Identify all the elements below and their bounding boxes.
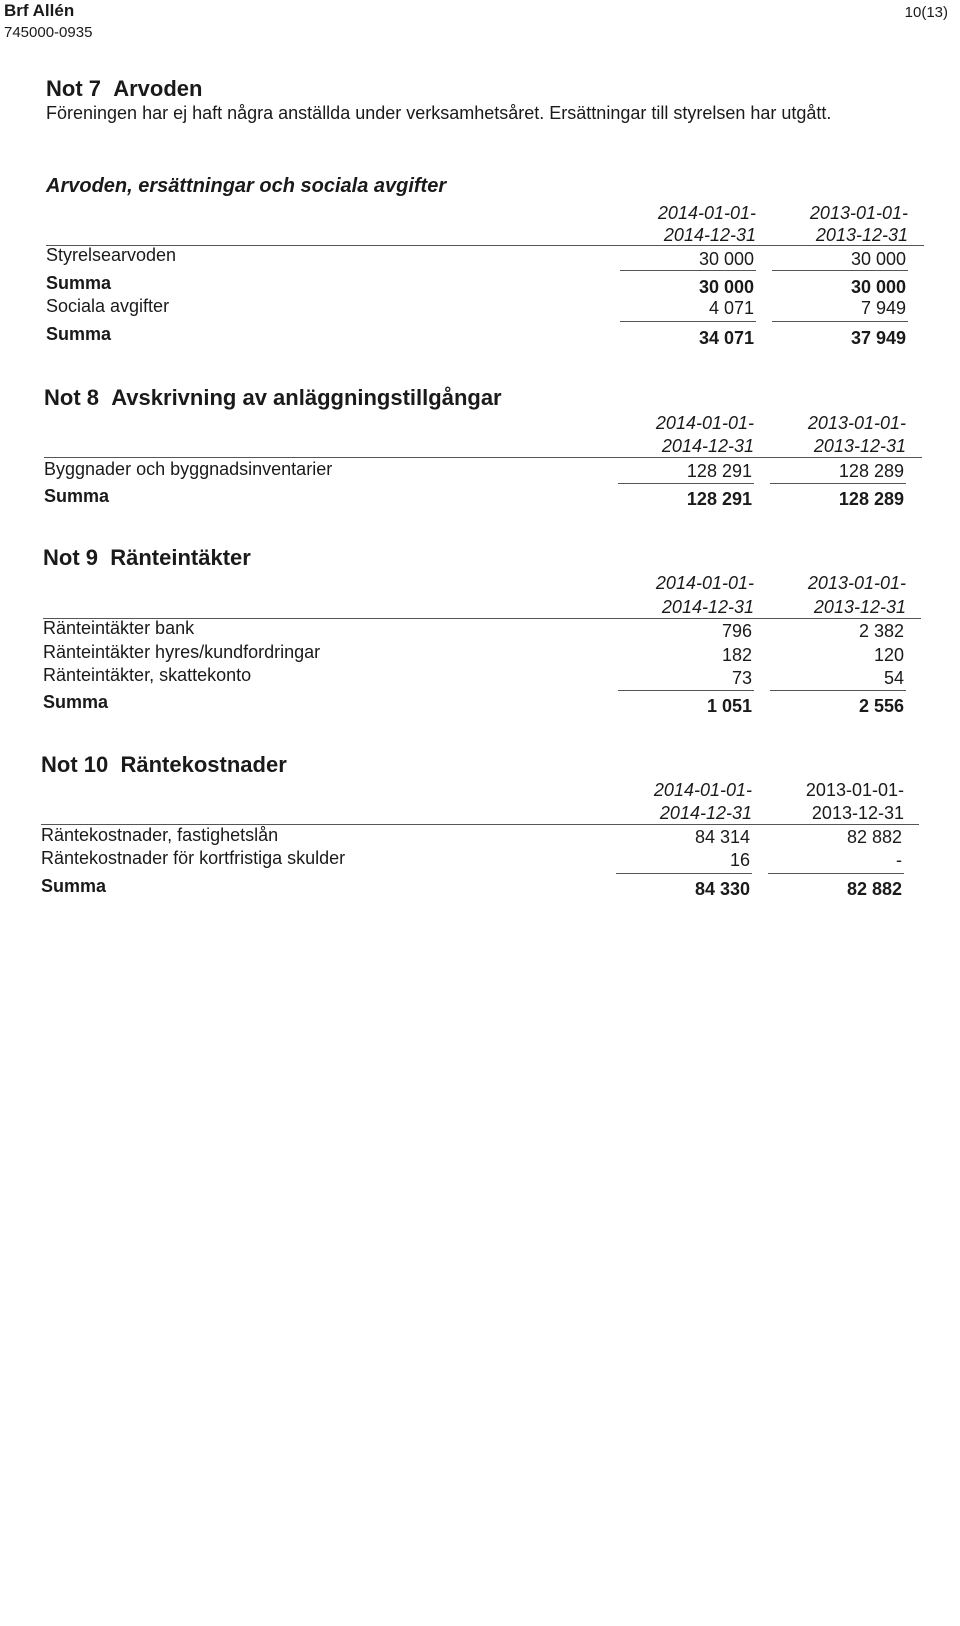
note7-total-rule-2014	[620, 321, 756, 322]
note10-total-rule-2014	[616, 873, 752, 874]
note7-row-2013: 7 949	[860, 298, 906, 318]
note8-col1-head-b: 2014-12-31	[661, 436, 754, 456]
note7-header-rule	[46, 245, 924, 246]
page-number: 10(13)	[904, 4, 948, 21]
note7-row-2014: 30 000	[698, 249, 754, 269]
note7-row-label: Sociala avgifter	[46, 296, 170, 316]
note7-col1-head-a: 2014-01-01-	[657, 203, 756, 223]
note7-row-label: Styrelsearvoden	[46, 245, 177, 265]
note9-col2-head-b: 2013-12-31	[813, 597, 906, 617]
note10-row-2013: -	[896, 850, 902, 870]
note9-row-2014: 73	[731, 668, 752, 688]
note7-col2-head-a: 2013-01-01-	[809, 203, 908, 223]
note9-heading	[43, 545, 251, 571]
note10-title: Räntekostnader	[120, 752, 287, 777]
note10-row-2013: 82 882	[846, 827, 902, 847]
note8-row-label: Byggnader och byggnadsinventarier	[44, 459, 333, 479]
note7-total-rule-2013	[772, 321, 908, 322]
note10-number: Not 10	[41, 752, 109, 777]
note10-row-label: Räntekostnader för kortfristiga skulder	[41, 848, 346, 868]
note10-col1-head-b: 2014-12-31	[659, 803, 752, 823]
note9-total-2013: 2 556	[858, 696, 904, 716]
note9-title: Ränteintäkter	[110, 545, 251, 570]
note8-number: Not 8	[44, 385, 99, 410]
note10-total-label: Summa	[41, 876, 107, 896]
note10-row-2014: 16	[729, 850, 750, 870]
note7-summa-label: Summa	[46, 273, 112, 293]
note8-header-rule	[44, 457, 922, 458]
note7-row-2014: 4 071	[708, 298, 754, 318]
note8-title: Avskrivning av anläggningstillgångar	[111, 385, 502, 410]
note10-row-label: Räntekostnader, fastighetslån	[41, 825, 279, 845]
note10-col2-head-a: 2013-01-01-	[805, 780, 904, 800]
note9-row-2014: 796	[721, 621, 752, 641]
note7-row-2013: 30 000	[850, 249, 906, 269]
note8-row-2013: 128 289	[838, 461, 904, 481]
note10-total-2014: 84 330	[694, 879, 750, 899]
note8-row-2014: 128 291	[686, 461, 752, 481]
note9-row-label: Ränteintäkter hyres/kundfordringar	[43, 642, 321, 662]
note8-col2-head-b: 2013-12-31	[813, 436, 906, 456]
note9-total-rule-2014	[618, 690, 754, 691]
note9-row-2013: 120	[873, 645, 904, 665]
note9-number: Not 9	[43, 545, 98, 570]
note9-col2-head-a: 2013-01-01-	[807, 573, 906, 593]
note7-description: Föreningen har ej haft några anställda under verksamhetsåret. Ersättningar till styrelsen har utgått.	[46, 103, 832, 123]
note7-total-2014: 34 071	[698, 328, 754, 348]
note8-heading	[44, 385, 502, 411]
note9-row-2013: 2 382	[858, 621, 904, 641]
note9-col1-head-a: 2014-01-01-	[655, 573, 754, 593]
note7-summa-2014: 30 000	[698, 277, 754, 297]
note7-sum-rule-2014	[620, 270, 756, 271]
note8-total-2013: 128 289	[838, 489, 904, 509]
note7-heading	[46, 76, 202, 102]
note8-total-rule-2014	[618, 483, 754, 484]
note8-col1-head-a: 2014-01-01-	[655, 413, 754, 433]
note7-summa-2013: 30 000	[850, 277, 906, 297]
company-name: Brf Allén	[4, 1, 75, 20]
note7-col2-head-b: 2013-12-31	[815, 225, 908, 245]
note9-row-label: Ränteintäkter, skattekonto	[43, 665, 252, 685]
note9-col1-head-b: 2014-12-31	[661, 597, 754, 617]
note7-total-label: Summa	[46, 324, 112, 344]
note7-total-2013: 37 949	[850, 328, 906, 348]
note10-row-2014: 84 314	[694, 827, 750, 847]
note7-col1-head-b: 2014-12-31	[663, 225, 756, 245]
note8-total-label: Summa	[44, 486, 110, 506]
note9-row-2013: 54	[883, 668, 904, 688]
note9-total-rule-2013	[770, 690, 906, 691]
note10-total-rule-2013	[768, 873, 904, 874]
note8-col2-head-a: 2013-01-01-	[807, 413, 906, 433]
note9-total-2014: 1 051	[706, 696, 752, 716]
org-number: 745000-0935	[4, 24, 93, 41]
note8-total-rule-2013	[770, 483, 906, 484]
note7-title: Arvoden	[113, 76, 203, 101]
note7-number: Not 7	[46, 76, 101, 101]
note7-subtitle: Arvoden, ersättningar och sociala avgifter	[46, 175, 447, 197]
note10-col1-head-a: 2014-01-01-	[653, 780, 752, 800]
note9-row-2014: 182	[721, 645, 752, 665]
note8-total-2014: 128 291	[686, 489, 752, 509]
note10-total-2013: 82 882	[846, 879, 902, 899]
note9-row-label: Ränteintäkter bank	[43, 618, 195, 638]
note7-sum-rule-2013	[772, 270, 908, 271]
note9-total-label: Summa	[43, 692, 109, 712]
note10-heading	[41, 752, 287, 778]
note10-col2-head-b: 2013-12-31	[811, 803, 904, 823]
